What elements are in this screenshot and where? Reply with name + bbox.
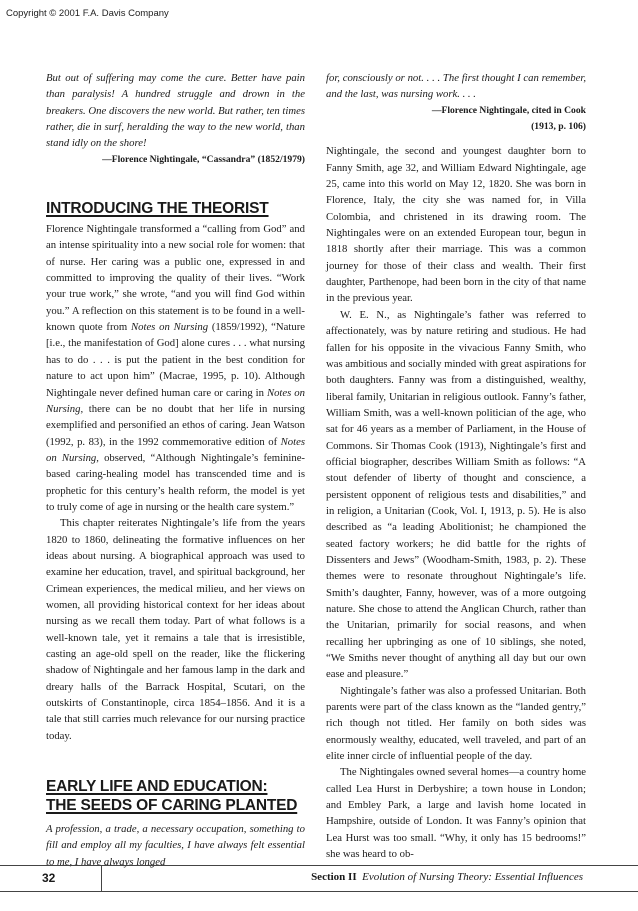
section-label: Section II — [311, 871, 357, 883]
copyright-notice: Copyright © 2001 F.A. Davis Company — [6, 8, 169, 19]
left-column — [46, 70, 305, 870]
second-epigraph: A profession, a trade, a necessary occupation, something to fill and employ all my faculties, I have always felt essential to me, I have always longed — [46, 823, 305, 868]
opening-epigraph: But out of suffering may come the cure. Better have pain than paralysis! A hundred struggle and drown in the breakers. One discovers the new world. But rather, ten times rather, die in surf, heralding the way to the new world, than stand idly on the shore! — [46, 72, 305, 150]
opening-epigraph-attribution: —Florence Nightingale, “Cassandra” (1852/1979) — [102, 153, 305, 165]
book-title-2: Notes on Nursing, — [46, 386, 305, 415]
family-paragraph: W. E. N., as Nightingale’s father was referred to affectionately, was by nature retiring and studious. He had fallen for his opposite in the vivacious Fanny Smith, who was ambitious and socially minded with great aspirations for both daughters. Fanny was from a distinguished, wealthy, liberal family, Unitarian in religious outlook. Fanny’s father, William Smith, was a well-known politician of the age, who sat for 46 years as a member of Parliament, in the House of Commons. Sir Thomas Cook (1913), Nightingale’s first and official biographer, describes William Smith as follows: “A stout defender of liberty of thought and conscience, a persistent opponent of religious tests and disabilities,” and in religion, a Unitarian (Cook, Vol. I, 1913, p. 5). He is also described as “a leading Abolitionist; he championed the seated factory workers; he did battle for the rights of Dissenters and Jews” (Woodham-Smith, 1983, p. 2). These themes were to resonate throughout Nightingale’s life. Smith’s daughter, Fanny, however, was of a more outgoing nature. She chose to attend the Anglican Church, rather than the Unitarian, primarily for social reasons, and when recalling her upbringing as one of 10 siblings, she noted, “We Smiths never thought of anything all day but our own ease and pleasure.” — [326, 308, 587, 681]
second-epigraph-continued: for, consciously or not. . . . The first thought I can remember, and the last, was nursing work. . . . — [326, 72, 586, 101]
heading-line-2: THE SEEDS OF CARING PLANTED — [46, 797, 298, 815]
father-paragraph: Nightingale’s father was also a professed Unitarian. Both parents were part of the class known as the “landed gentry,” rich though not titled. Her family on both sides was enormously wealthy, educated, well traveled, and part of an elite inner circle of influential people of the day. — [326, 684, 586, 763]
intro-paragraph — [46, 221, 305, 515]
page-number: 32 — [42, 871, 56, 885]
book-title-3: Notes on Nursing, — [46, 435, 305, 464]
section-title: Evolution of Nursing Theory: Essential Influences — [362, 871, 583, 883]
right-column — [326, 70, 586, 863]
running-footer — [311, 871, 583, 883]
second-epigraph-attribution: —Florence Nightingale, cited in Cook — [431, 104, 586, 116]
intro-text-2: (1859/1992), “Nature [i.e., the manifestation of God] alone cures . . . what nursing has to do . . . is put the patient in the best condition for nature to act upon him” (Macrae, 1995, p. 10). Although Nightingale never defined human care or caring in — [46, 321, 305, 399]
homes-paragraph: The Nightingales owned several homes—a country home called Lea Hurst in Derbyshire; a town house in London; and Embley Park, a large and lavish home located in Hampshire, outside of London. It was Fanny’s opinion that Lea Hurst was too small. “Why, it only has 15 bedrooms!” she was heard to ob- — [326, 766, 586, 861]
intro-text-4: observed, “Although Nightingale’s feminine-based caring-healing model has transcended time and is prophetic for this century’s health reform, the model is yet to truly come of age in nursing or the health care system.” — [46, 451, 305, 513]
second-epigraph-attribution-year: (1913, p. 106) — [531, 121, 586, 133]
chapter-overview-paragraph: This chapter reiterates Nightingale’s life from the years 1820 to 1860, delineating the formative influences on her ideas about nursing. A biographical approach was used to examine her education, travel, and spiritual background, her Crimean experiences, the medical milieu, and her views on women, all providing historical context for her ideas about nursing as we recall them today. Part of what follows is a well-known tale, yet it remains a tale that is irresistible, casting an age-old spell on the reader, like the flickering shadow of Nightingale and her famous lamp in the dark and dreary halls of the Barrack Hospital, Scutari, on the outskirts of Constantinople, circa 1854–1856. And it is a tale that still carries much relevance for our nursing practice today. — [46, 517, 305, 742]
birth-paragraph: Nightingale, the second and youngest daughter born to Fanny Smith, age 32, and William Edward Nightingale, age 25, came into this world on May 12, 1820. She was born in Florence, Italy, the city she was named for, in Villa Colombia, and christened in its drawing room. The Nightingales were on an extended European tour, begun in 1818 shortly after their marriage. This was a common journey for those of their class and wealth. Their first daughter, Parthenope, had been born in the city of that name in the previous year. — [326, 145, 586, 305]
heading-line-1: EARLY LIFE AND EDUCATION: — [46, 778, 268, 796]
book-title-1: Notes on Nursing — [131, 321, 209, 334]
intro-text-3: there can be no doubt that her life in nursing exemplified and personified an ethos of caring. Jean Watson (1992, p. 83), in the 1992 commemorative edition of — [46, 402, 305, 448]
section-heading-early-life — [46, 777, 305, 815]
intro-text-1: Florence Nightingale transformed a “calling from God” and an intense spirituality into a new social role for women: that of nurse. Her caring was a public one, expressed in and committed to improving the quality of their lives. “Work your true work,” she wrote, “and you will find God within you.” A reflection on this statement is to be found in a well-known quote from — [46, 223, 305, 334]
section-heading-introducing: INTRODUCING THE THEORIST — [46, 200, 269, 218]
